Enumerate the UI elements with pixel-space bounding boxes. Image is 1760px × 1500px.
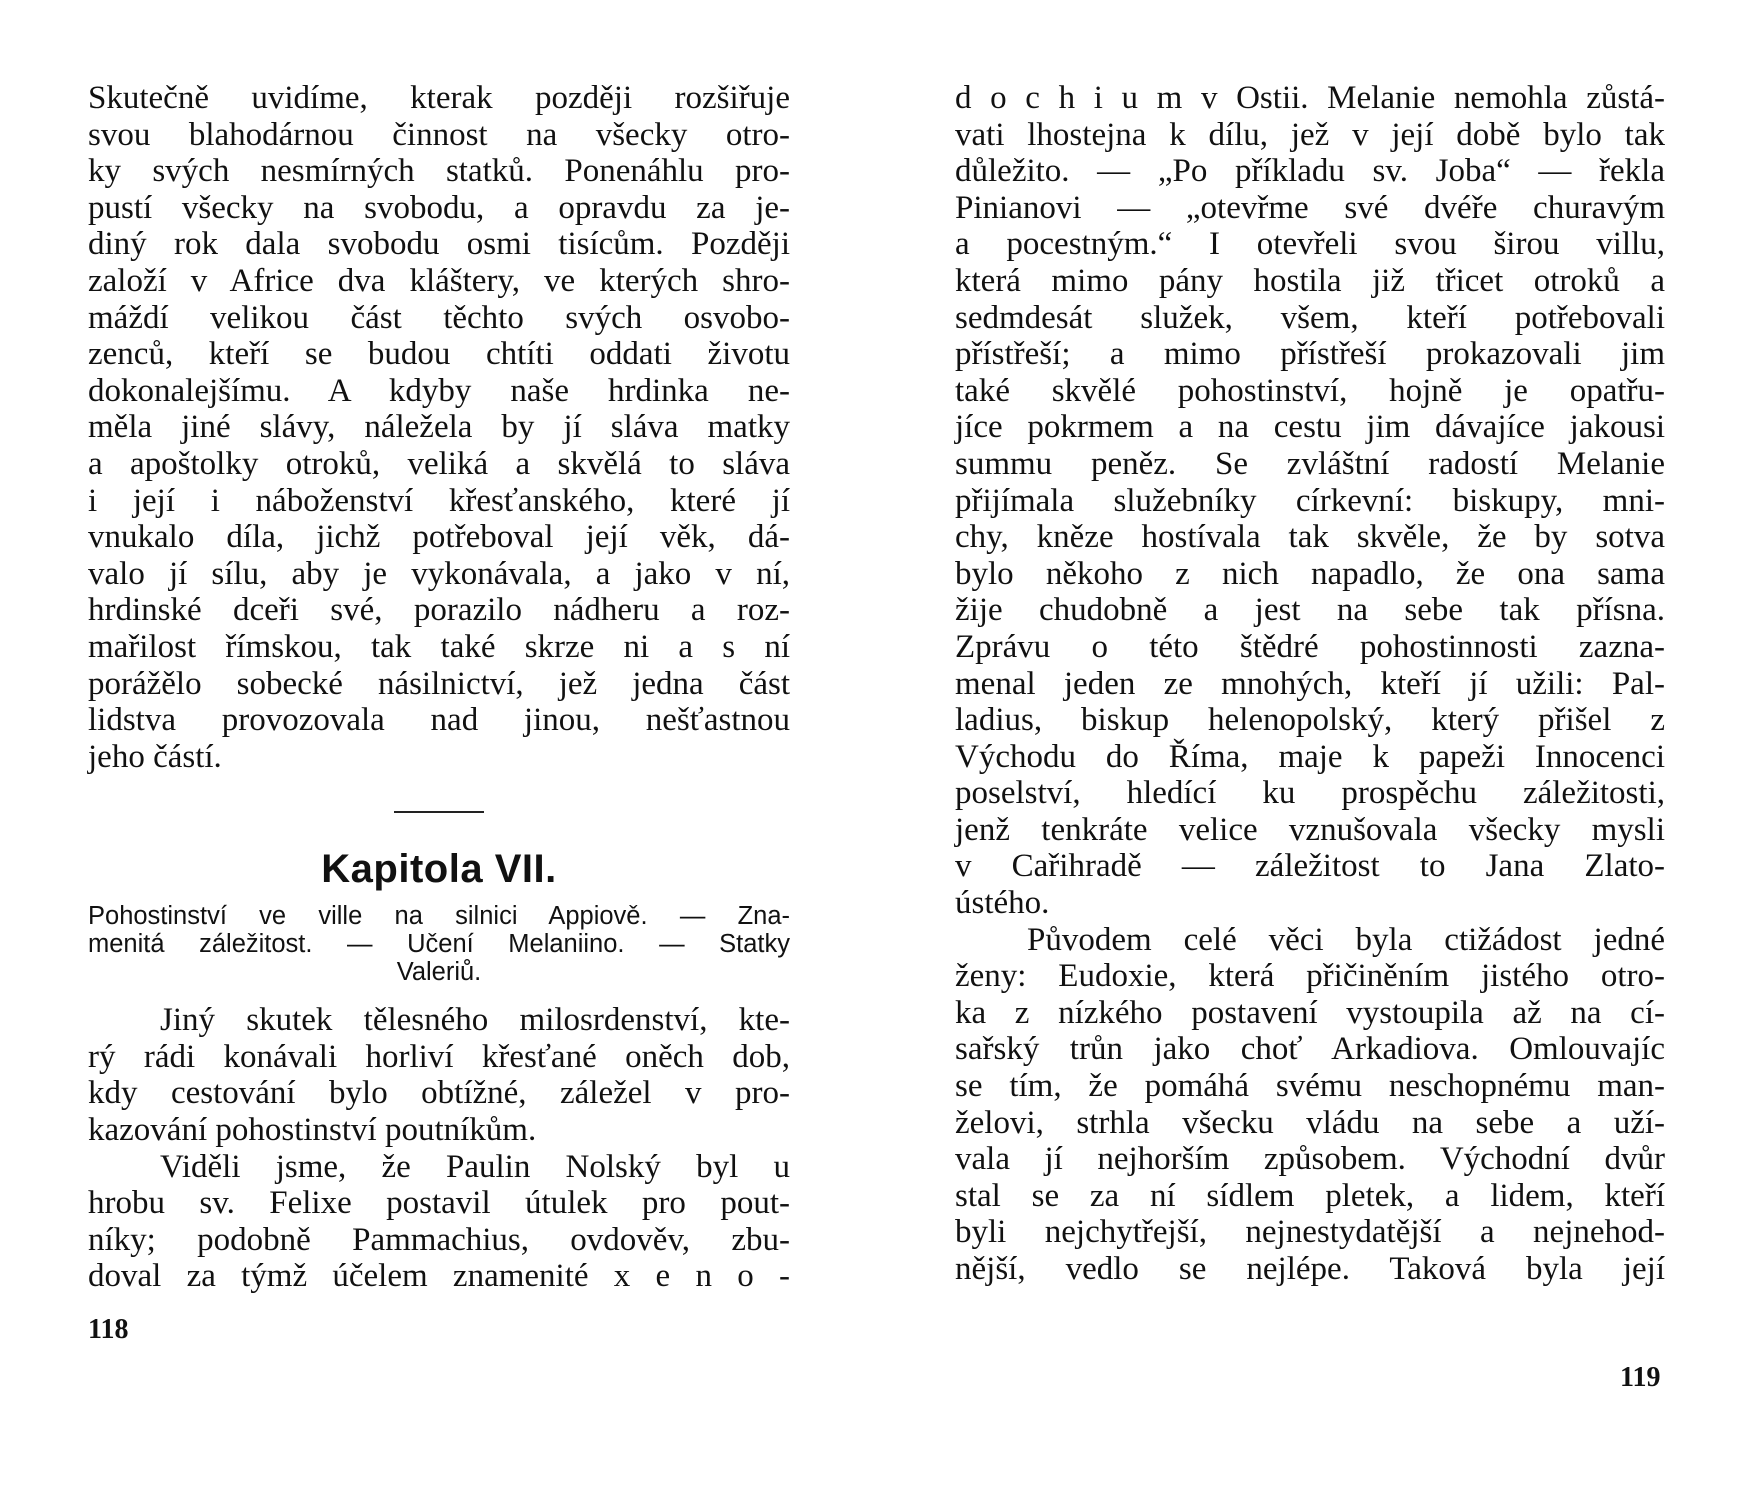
text-line: Pinianovi — „otevřme své dvéře churavým	[955, 189, 1665, 226]
paragraph	[88, 1149, 790, 1295]
paragraph	[88, 1002, 790, 1148]
text-line: poselství, hledící ku prospěchu záležitosti,	[955, 775, 1665, 812]
text-line: níky; podobně Pammachius, ovdověv, zbu-	[88, 1221, 790, 1258]
text-line: i její i náboženství křesťanského, které jí	[88, 482, 790, 519]
text-line: a pocestným.“ I otevřeli svou širou villu,	[955, 226, 1665, 263]
text-line: v Cařihradě — záležitost to Jana Zlato-	[955, 848, 1665, 885]
text-line: máždí velikou část těchto svých osvobo-	[88, 299, 790, 336]
text-line: založí v Africe dva kláštery, ve kterých shro-	[88, 262, 790, 299]
text-line: mařilost římskou, tak také skrze ni a s ní	[88, 628, 790, 665]
text-line: summu peněz. Se zvláštní radostí Melanie	[955, 445, 1665, 482]
text-line: dokonalejšímu. A kdyby naše hrdinka ne-	[88, 372, 790, 409]
text-line: Zprávu o této štědré pohostinnosti zazna-	[955, 628, 1665, 665]
text-line: žije chudobně a jest na sebe tak přísna.	[955, 592, 1665, 629]
section-divider	[394, 811, 484, 813]
text-line: chy, kněze hostívala tak skvěle, že by sotva	[955, 519, 1665, 556]
text-line: jenž tenkráte velice vznušovala všecky mysli	[955, 811, 1665, 848]
text-line: nější, vedlo se nejlépe. Taková byla její	[955, 1251, 1665, 1287]
text-line: kdy cestování bylo obtížné, záležel v pro-	[88, 1075, 790, 1112]
summary-line: Valeriů.	[396, 958, 482, 987]
text-line: která mimo pány hostila již třicet otroků a	[955, 262, 1665, 299]
text-line: lidstva provozovala nad jinou, nešťastnou	[88, 702, 790, 739]
summary-line: menitá záležitost. — Učení Melaniino. — Statky	[88, 930, 790, 959]
text-line: Původem celé věci byla ctižádost jedné	[1027, 921, 1665, 958]
text-line: a apoštolky otroků, veliká a skvělá to sláva	[88, 445, 790, 482]
text-line: důležito. — „Po příkladu sv. Joba“ — řekla	[955, 153, 1665, 190]
text-line: diný rok dala svobodu osmi tisícům. Později	[88, 226, 790, 263]
text-line: svou blahodárnou činnost na všecky otro-	[88, 116, 790, 153]
text-line: se tím, že pomáhá svému neschopnému man-	[955, 1068, 1665, 1105]
left-page	[88, 80, 790, 1295]
text-line: ženy: Eudoxie, která přičiněním jistého otro-	[955, 958, 1665, 995]
text-line: Skutečně uvidíme, kterak později rozšiřuje	[88, 80, 790, 116]
text-line: Východu do Říma, maje k papeži Innocenci	[955, 738, 1665, 775]
text-line: valo jí sílu, aby je vykonávala, a jako v ní,	[88, 555, 790, 592]
text-line: hrdinské dceři své, porazilo nádheru a roz-	[88, 592, 790, 629]
text-line: vnukalo díla, jichž potřeboval její věk, dá-	[88, 519, 790, 556]
text-line: hrobu sv. Felixe postavil útulek pro pout-	[88, 1185, 790, 1222]
text-line: měla jiné slávy, náležela by jí sláva matky	[88, 409, 790, 446]
text-line: jíce pokrmem a na cestu jim dávajíce jakousi	[955, 409, 1665, 446]
summary-line: Pohostinství ve ville na silnici Appiově. — Zna-	[88, 902, 790, 931]
text-line: ky svých nesmírných statků. Ponenáhlu pro-	[88, 153, 790, 190]
text-line: vati lhostejna k dílu, jež v její době bylo tak	[955, 116, 1665, 153]
text-line: sařský trůn jako choť Arkadiova. Omlouvajíc	[955, 1031, 1665, 1068]
text-line: porážělo sobecké násilnictví, jež jedna část	[88, 665, 790, 702]
text-line: stal se za ní sídlem pletek, a lidem, kteří	[955, 1177, 1665, 1214]
text-line: jeho částí.	[88, 738, 222, 775]
paragraph	[88, 80, 790, 775]
chapter-title: Kapitola VII.	[321, 847, 557, 892]
text-line: Viděli jsme, že Paulin Nolský byl u	[160, 1148, 790, 1185]
text-line: sedmdesát služek, všem, kteří potřebovali	[955, 299, 1665, 336]
text-line: ka z nízkého postavení vystoupila až na cí-	[955, 994, 1665, 1031]
text-line: Jiný skutek tělesného milosrdenství, kte-	[160, 1002, 790, 1039]
text-line: doval za týmž účelem znamenité x e n o -	[88, 1258, 790, 1295]
text-line: menal jeden ze mnohých, kteří jí užili: Pal-	[955, 665, 1665, 702]
text-line: želovi, strhla všecku vládu na sebe a uží-	[955, 1104, 1665, 1141]
text-line: ústého.	[955, 885, 1050, 922]
text-line: zenců, kteří se budou chtíti oddati životu	[88, 336, 790, 373]
chapter-summary	[88, 902, 790, 986]
text-line: d o c h i u m v Ostii. Melanie nemohla zůstá-	[955, 80, 1665, 116]
text-line: pustí všecky na svobodu, a opravdu za je-	[88, 189, 790, 226]
text-line: kazování pohostinství poutníkům.	[88, 1112, 537, 1149]
paragraph	[955, 80, 1665, 922]
text-line: ladius, biskup helenopolský, který přišel z	[955, 702, 1665, 739]
paragraph	[955, 922, 1665, 1288]
text-line: byli nejchytřejší, nejnestydatější a nejnehod-	[955, 1214, 1665, 1251]
text-line: vala jí nejhorším způsobem. Východní dvůr	[955, 1141, 1665, 1178]
text-line: přístřeší; a mimo přístřeší prokazovali jim	[955, 336, 1665, 373]
text-line: přijímala služebníky církevní: biskupy, mni-	[955, 482, 1665, 519]
text-line: také skvělé pohostinství, hojně je opatřu-	[955, 372, 1665, 409]
right-page	[955, 80, 1665, 1288]
page-number-left: 118	[88, 1314, 129, 1345]
text-line: rý rádi konávali horliví křesťané oněch dob,	[88, 1038, 790, 1075]
page-number-right: 119	[1620, 1362, 1661, 1393]
text-line: bylo někoho z nich napadlo, že ona sama	[955, 555, 1665, 592]
